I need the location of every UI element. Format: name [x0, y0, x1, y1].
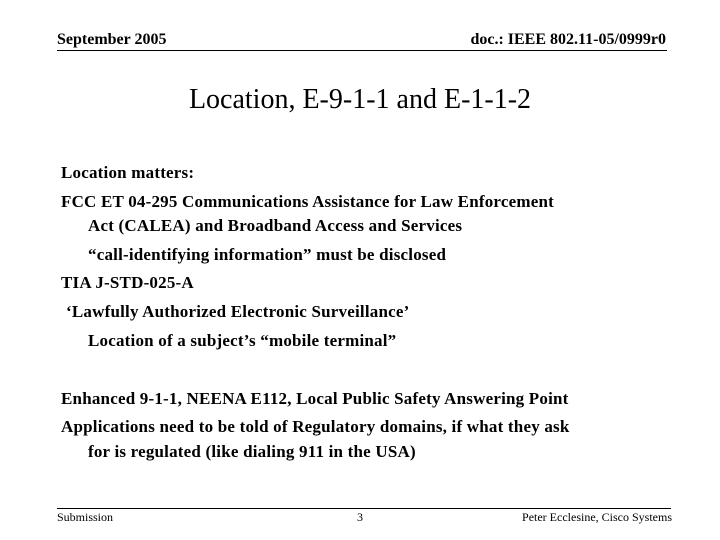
body-line-mobile-terminal: Location of a subject’s “mobile terminal” [88, 331, 397, 350]
slide-title: Location, E-9-1-1 and E-1-1-2 [188, 84, 532, 115]
footer-divider [57, 508, 671, 509]
body-line-lawfully-authorized: ‘Lawfully Authorized Electronic Surveillance’ [66, 302, 410, 321]
footer-author: Peter Ecclesine, Cisco Systems [522, 510, 672, 524]
header-doc-id: doc.: IEEE 802.11-05/0999r0 [470, 31, 666, 48]
header-divider [57, 50, 667, 51]
page-number: 3 [357, 510, 363, 524]
body-line-location-matters: Location matters: [61, 163, 195, 182]
body-line-call-identifying: “call-identifying information” must be disclosed [88, 245, 447, 264]
body-line-regulated: for is regulated (like dialing 911 in the USA) [88, 442, 416, 461]
body-line-tia: TIA J-STD-025-A [61, 273, 194, 292]
body-line-applications: Applications need to be told of Regulatory domains, if what they ask [61, 417, 570, 436]
body-line-fcc: FCC ET 04-295 Communications Assistance for Law Enforcement [61, 192, 554, 211]
footer-submission: Submission [57, 510, 114, 524]
body-line-enhanced-911: Enhanced 9-1-1, NEENA E112, Local Public Safety Answering Point [61, 389, 569, 408]
body-line-calea: Act (CALEA) and Broadband Access and Services [88, 216, 463, 235]
header-date: September 2005 [57, 31, 167, 48]
